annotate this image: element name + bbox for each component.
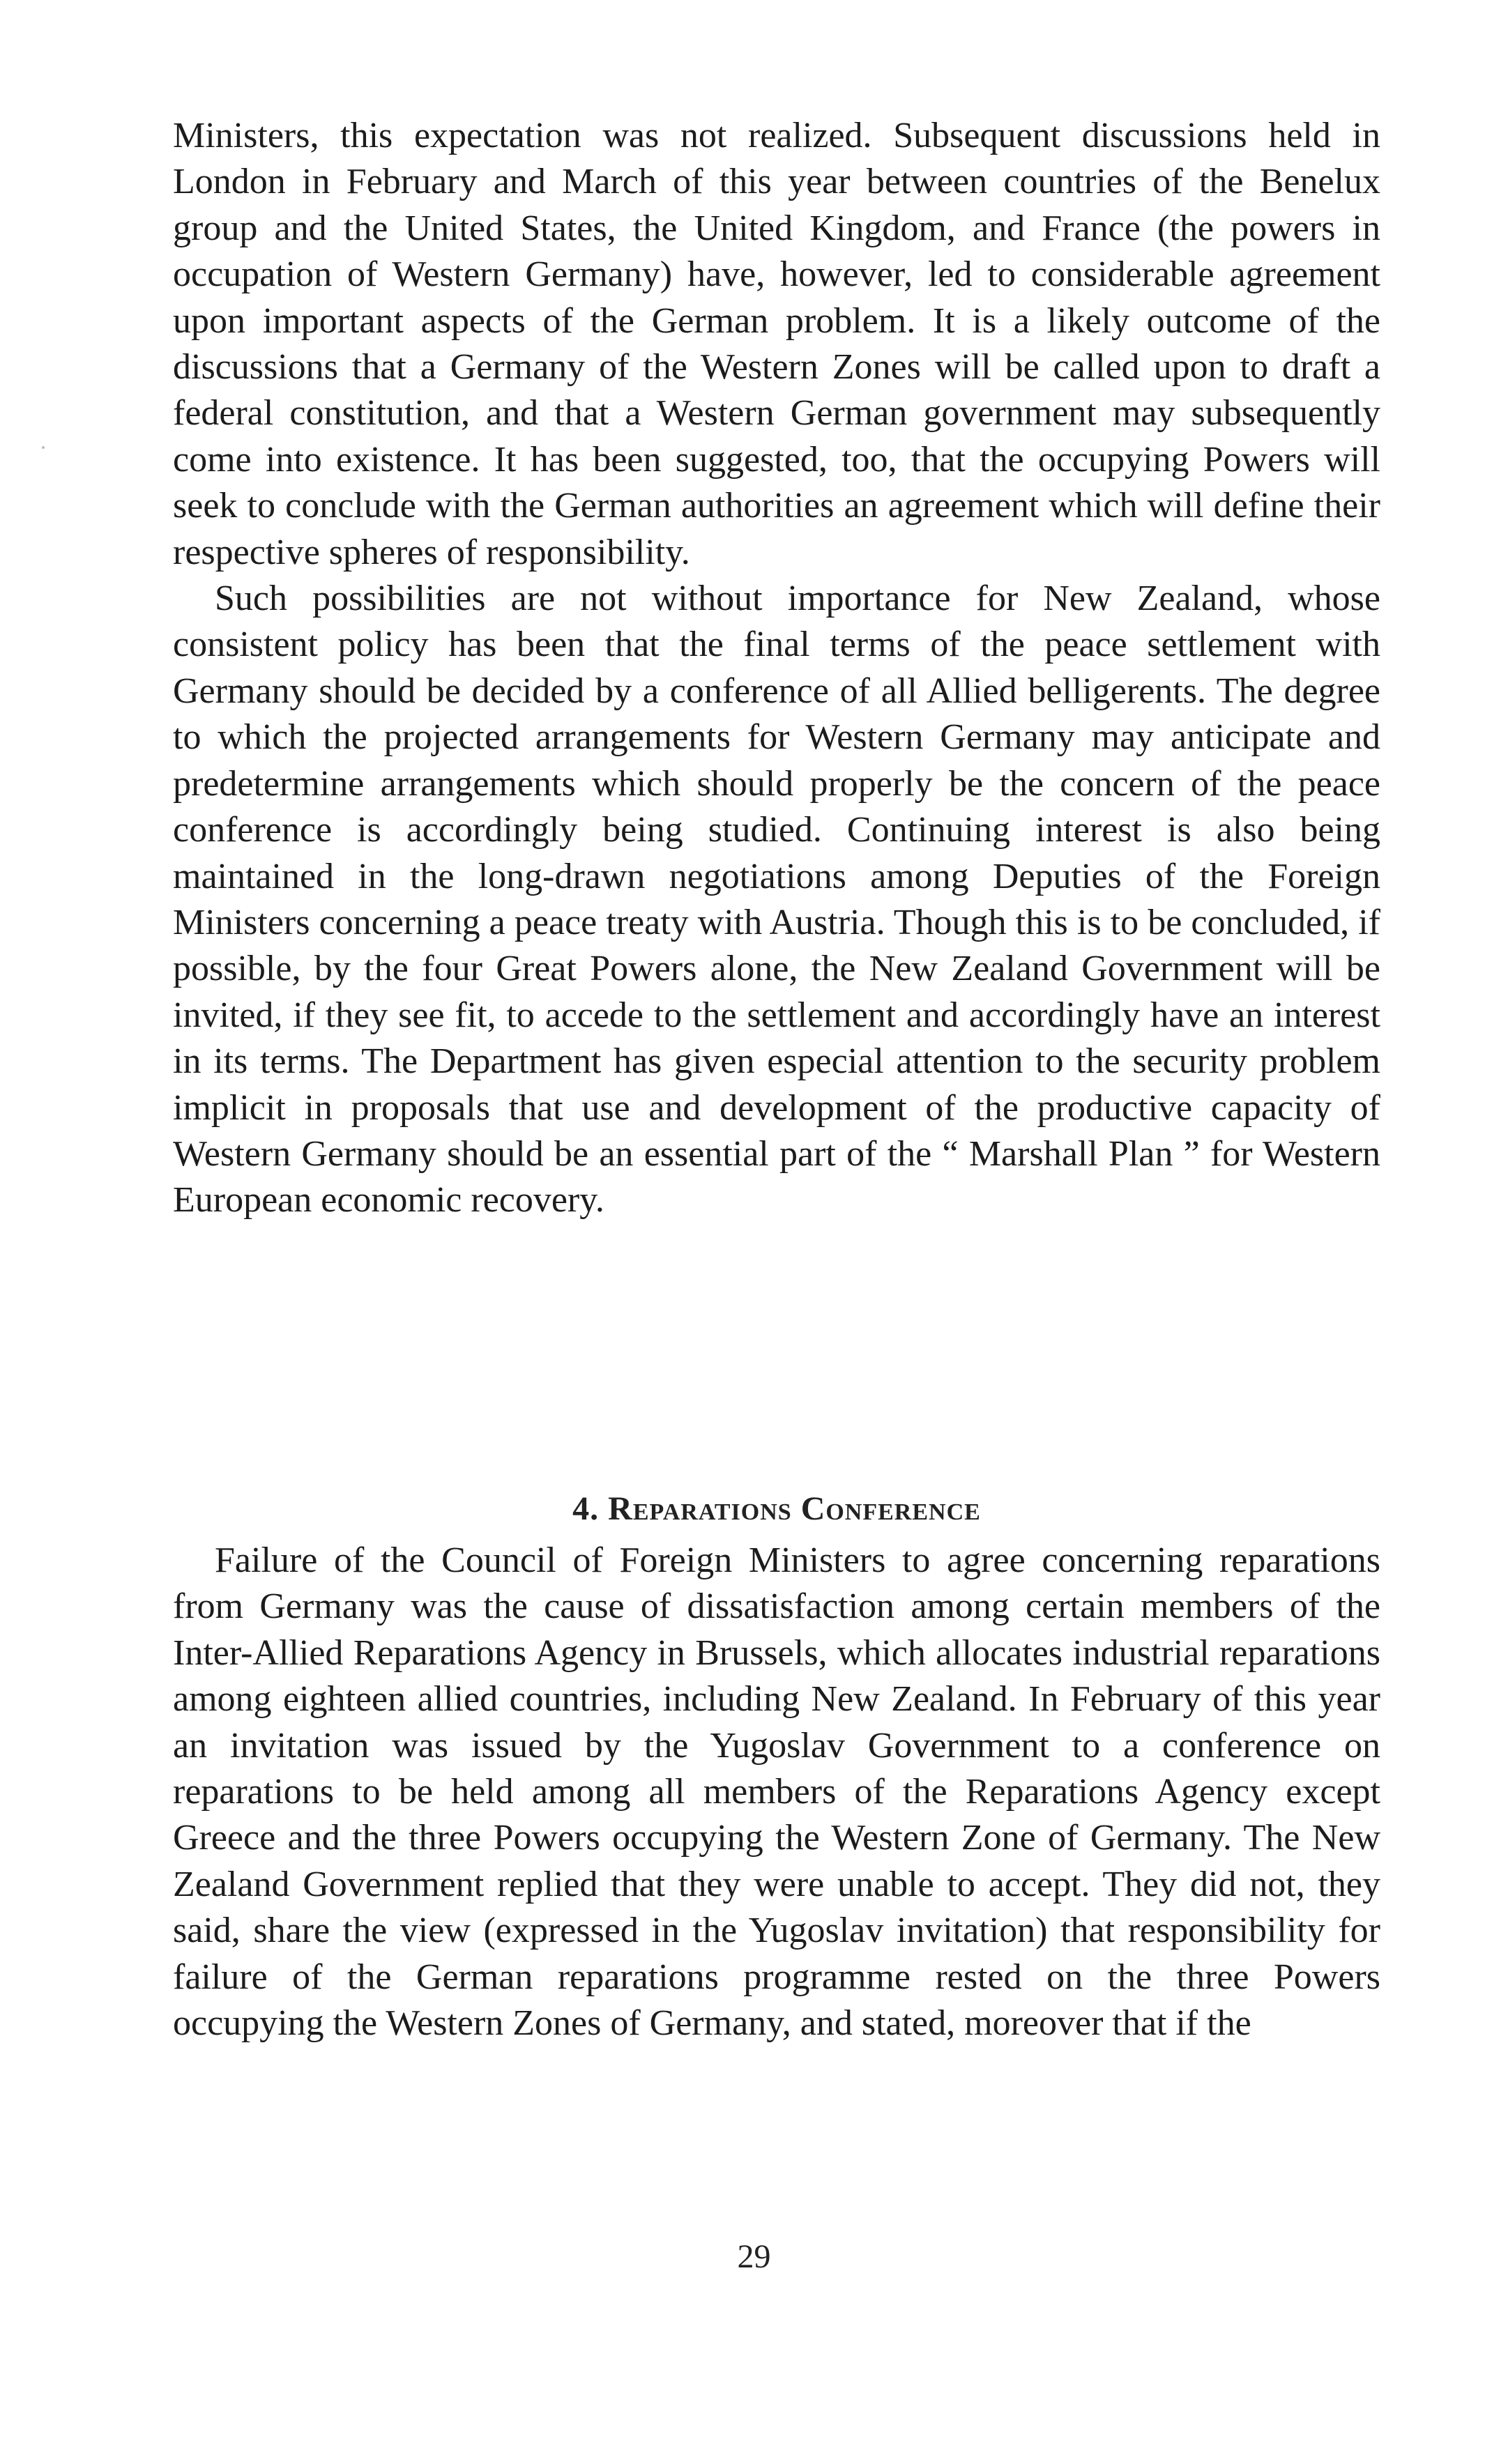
section-heading: 4. Reparations Conference	[572, 1490, 981, 1527]
body-text-top	[173, 113, 1380, 1224]
page-number: 29	[737, 2238, 771, 2275]
margin-speck	[42, 446, 45, 449]
paragraph-reparations: Failure of the Council of Foreign Ministers to agree concerning reparations from Germany was the cause of dissatisfaction among certain members of the Inter-Allied Reparations Agency in Brussels, which allocates industrial reparations among eighteen allied countries, including New Zealand. In February of this year an invitation was issued by the Yugoslav Government to a conference on reparations to be held among all members of the Reparations Agency except Greece and the three Powers occupying the Western Zone of Germany. The New Zealand Government replied that they were unable to accept. They did not, they said, share the view (expressed in the Yugoslav invitation) that responsibility for failure of the German reparations programme rested on the three Powers occupying the Western Zones of Germany, and stated, moreover that if the	[173, 1540, 1380, 2044]
body-text-bottom	[173, 1538, 1380, 2046]
paragraph-continued: Ministers, this expectation was not realized. Subsequent discussions held in London in February and March of this year between countries of the Benelux group and the United States, the United Kingdom, and France (the powers in occupation of Western Germany) have, however, led to considerable agreement upon important aspects of the German problem. It is a likely outcome of the discussions that a Germany of the Western Zones will be called upon to draft a federal constitution, and that a Western German government may subsequently come into existence. It has been suggested, too, that the occupying Powers will seek to conclude with the German authorities an agreement which will define their respective spheres of responsibility.	[173, 116, 1380, 572]
paragraph-new-zealand-policy: Such possibilities are not without importance for New Zealand, whose consistent policy has been that the final terms of the peace settlement with Germany should be decided by a conference of all Allied belligerents. The degree to which the projected arrangements for Western Germany may anticipate and predetermine arrangements which should properly be the concern of the peace conference is accordingly being studied. Continuing interest is also being maintained in the long-drawn negotiations among Deputies of the Foreign Ministers concerning a peace treaty with Austria. Though this is to be concluded, if possible, by the four Great Powers alone, the New Zealand Government will be invited, if they see fit, to accede to the settlement and accordingly have an interest in its terms. The Department has given especial attention to the security problem implicit in proposals that use and development of the productive capacity of Western Germany should be an essential part of the “ Marshall Plan ” for Western European economic recovery.	[173, 579, 1380, 1220]
